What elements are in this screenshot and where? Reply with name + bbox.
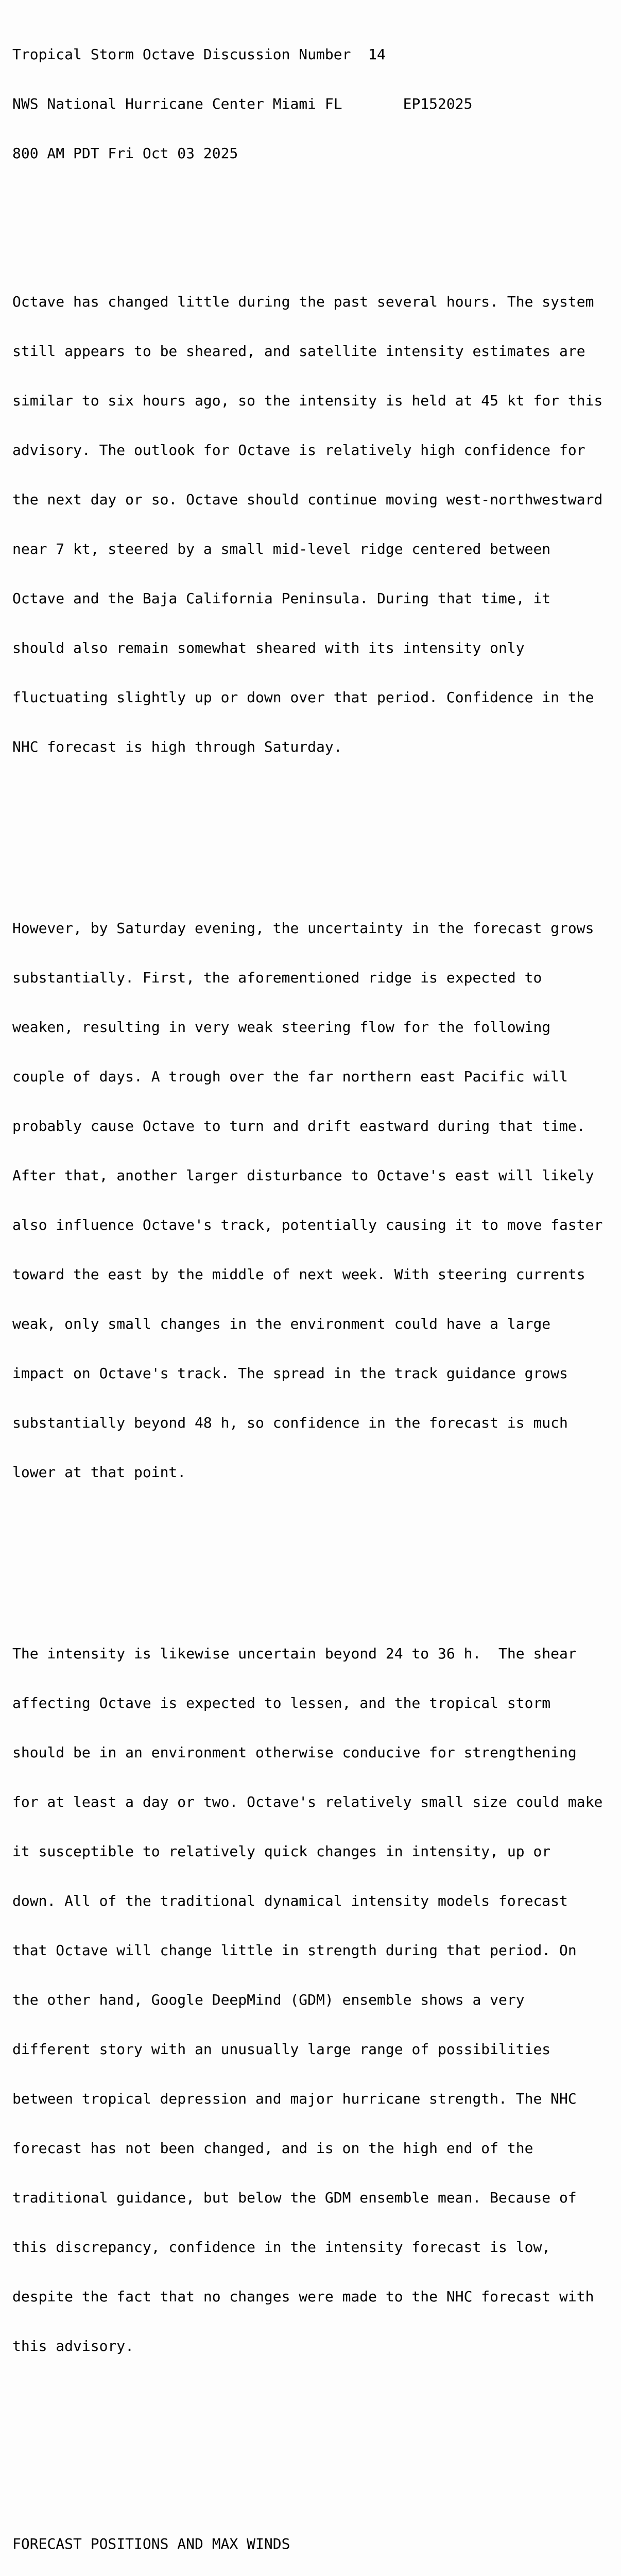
text-line: traditional guidance, but below the GDM ensemble mean. Because of bbox=[12, 2189, 577, 2206]
forecast-heading: FORECAST POSITIONS AND MAX WINDS bbox=[12, 2535, 290, 2552]
text-line: still appears to be sheared, and satellite intensity estimates are bbox=[12, 343, 585, 360]
paragraph-3 bbox=[12, 1613, 615, 2387]
spacer bbox=[12, 195, 615, 211]
text-line: the next day or so. Octave should continue moving west-northwestward bbox=[12, 491, 603, 508]
discussion-document bbox=[12, 13, 615, 2576]
text-line: for at least a day or two. Octave's relatively small size could make bbox=[12, 1793, 603, 1810]
text-line: The intensity is likewise uncertain beyond 24 to 36 h. The shear bbox=[12, 1645, 577, 1662]
spacer bbox=[12, 821, 615, 838]
text-line: similar to six hours ago, so the intensity is held at 45 kt for this bbox=[12, 392, 603, 409]
text-line: couple of days. A trough over the far northern east Pacific will bbox=[12, 1068, 568, 1085]
text-line: weak, only small changes in the environment could have a large bbox=[12, 1315, 551, 1332]
text-line: also influence Octave's track, potentially causing it to move faster bbox=[12, 1216, 603, 1233]
text-line: between tropical depression and major hurricane strength. The NHC bbox=[12, 2090, 577, 2107]
spacer bbox=[12, 2470, 615, 2486]
paragraph-2 bbox=[12, 887, 615, 1514]
text-line: probably cause Octave to turn and drift eastward during that time. bbox=[12, 1117, 585, 1134]
text-line: Octave and the Baja California Peninsula. During that time, it bbox=[12, 590, 551, 607]
issuing-office: NWS National Hurricane Center Miami FL EP152025 bbox=[12, 95, 473, 112]
text-line: Octave has changed little during the past several hours. The system bbox=[12, 293, 594, 310]
text-line: substantially. First, the aforementioned ridge is expected to bbox=[12, 969, 542, 986]
text-line: should be in an environment otherwise conducive for strengthening bbox=[12, 1744, 577, 1761]
text-line: that Octave will change little in strength during that period. On bbox=[12, 1942, 577, 1959]
text-line: forecast has not been changed, and is on the high end of the bbox=[12, 2140, 533, 2157]
discussion-title: Tropical Storm Octave Discussion Number 14 bbox=[12, 46, 386, 63]
text-line: this advisory. bbox=[12, 2337, 134, 2354]
text-line: despite the fact that no changes were made to the NHC forecast with bbox=[12, 2288, 594, 2305]
text-line: lower at that point. bbox=[12, 1464, 186, 1481]
text-line: near 7 kt, steered by a small mid-level ridge centered between bbox=[12, 540, 551, 557]
text-line: impact on Octave's track. The spread in the track guidance grows bbox=[12, 1365, 568, 1382]
text-line: different story with an unusually large range of possibilities bbox=[12, 2041, 551, 2058]
text-line: advisory. The outlook for Octave is relatively high confidence for bbox=[12, 442, 585, 459]
text-line: NHC forecast is high through Saturday. bbox=[12, 738, 342, 755]
text-line: the other hand, Google DeepMind (GDM) ensemble shows a very bbox=[12, 1991, 525, 2008]
issue-time: 800 AM PDT Fri Oct 03 2025 bbox=[12, 145, 238, 162]
text-line: substantially beyond 48 h, so confidence in the forecast is much bbox=[12, 1414, 568, 1431]
spacer bbox=[12, 2420, 615, 2437]
text-line: However, by Saturday evening, the uncertainty in the forecast grows bbox=[12, 920, 594, 937]
paragraph-1 bbox=[12, 261, 615, 788]
text-line: this discrepancy, confidence in the intensity forecast is low, bbox=[12, 2239, 551, 2256]
text-line: After that, another larger disturbance to Octave's east will likely bbox=[12, 1167, 594, 1184]
text-line: fluctuating slightly up or down over that period. Confidence in the bbox=[12, 689, 594, 706]
text-line: should also remain somewhat sheared with its intensity only bbox=[12, 639, 525, 656]
text-line: affecting Octave is expected to lessen, and the tropical storm bbox=[12, 1694, 551, 1711]
spacer bbox=[12, 1547, 615, 1563]
text-line: it susceptible to relatively quick changes in intensity, up or bbox=[12, 1843, 551, 1860]
text-line: toward the east by the middle of next week. With steering currents bbox=[12, 1266, 585, 1283]
text-line: weaken, resulting in very weak steering flow for the following bbox=[12, 1019, 551, 1036]
text-line: down. All of the traditional dynamical intensity models forecast bbox=[12, 1892, 568, 1909]
